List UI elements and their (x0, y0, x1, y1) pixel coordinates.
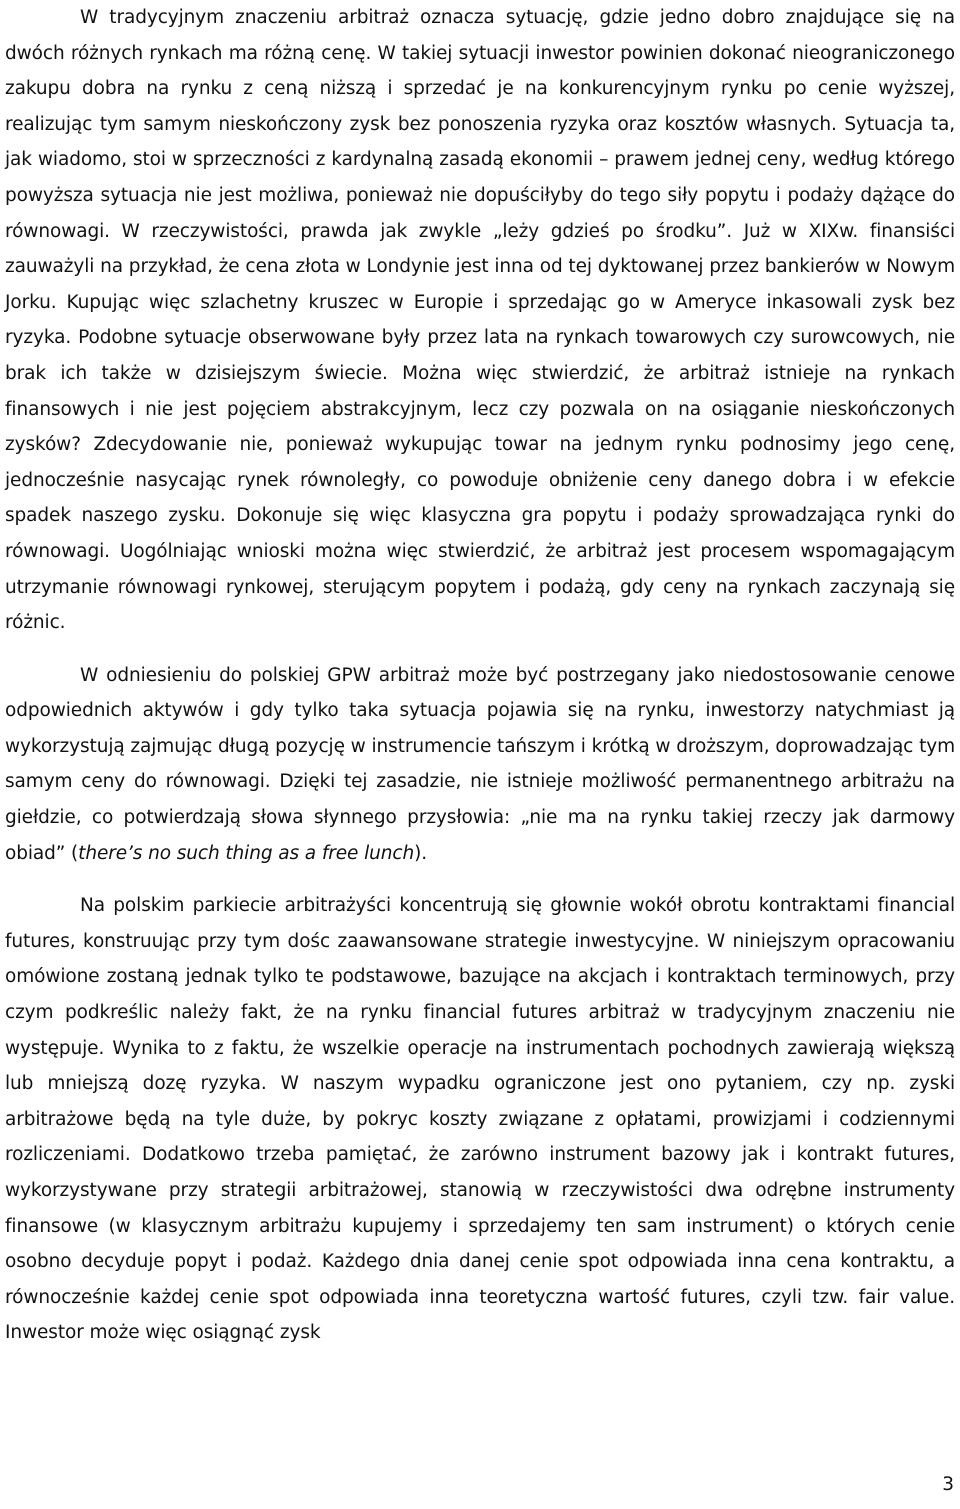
paragraph-2-text: W odniesieniu do polskiej GPW arbitraż może być postrzegany jako niedostosowanie cenowe odpowiednich aktywów i gdy tylko taka sytuacja pojawia się na rynku, inwestorzy natychmiast ją wykorzystują zajmując długą pozycję w instrumencie tańszym i krótką w droższym, doprowadzając tym samym ceny do równowagi. Dzięki tej zasadzie, nie istnieje możliwość permanentnego arbitrażu na giełdzie, co potwierdzają słowa słynnego przysłowia: „nie ma na rynku takiej rzeczy jak darmowy obiad” ( (5, 664, 955, 864)
paragraph-1-text: W tradycyjnym znaczeniu arbitraż oznacza sytuację, gdzie jedno dobro znajdujące się na dwóch różnych rynkach ma różną cenę. W takiej sytuacji inwestor powinien dokonać nieograniczonego zakupu dobra na rynku z ceną niższą i sprzedać je na konkurencyjnym rynku po cenie wyższej, realizując tym samym nieskończony zysk bez ponoszenia ryzyka oraz kosztów własnych. Sytuacja ta, jak wiadomo, stoi w sprzeczności z kardynalną zasadą ekonomii – prawem jednej ceny, według którego powyższa sytuacja nie jest możliwa, ponieważ nie dopuściłyby do tego siły popytu i podaży dążące do równowagi. W rzeczywistości, prawda jak zwykle „leży gdzieś po środku”. Już w XIXw. finansiści zauważyli na przykład, że cena złota w Londynie jest inna od tej dyktowanej przez bankierów w Nowym Jorku. Kupując więc szlachetny kruszec w Europie i sprzedając go w Ameryce inkasowali zysk bez ryzyka. Podobne sytuacje obserwowane były przez lata na rynkach towarowych czy surowcowych, nie brak ich także w dzisiejszym świecie. Można więc stwierdzić, że arbitraż istnieje na rynkach finansowych i nie jest pojęciem abstrakcyjnym, lecz czy pozwala on na osiąganie nieskończonych zysków? Zdecydowanie nie, ponieważ wykupując towar na jednym rynku podnosimy jego cenę, jednocześnie nasycając rynek równoległy, co powoduje obniżenie ceny danego dobra i w efekcie spadek naszego zysku. Dokonuje się więc klasyczna gra popytu i podaży sprowadzająca rynki do równowagi. Uogólniając wnioski można więc stwierdzić, że arbitraż jest procesem wspomagającym utrzymanie równowagi rynkowej, sterującym popytem i podażą, gdy ceny na rynkach zaczynają się różnic. (5, 7, 955, 634)
paragraph-arbitrage-definition (5, 0, 955, 641)
paragraph-3-text: Na polskim parkiecie arbitrażyści koncentrują się głownie wokół obrotu kontraktami financial futures, konstruując przy tym dośc zaawansowane strategie inwestycyjne. W niniejszym opracowaniu omówione zostaną jednak tylko te podstawowe, bazujące na akcjach i kontraktach terminowych, przy czym podkreślic należy fakt, że na rynku financial futures arbitraż w tradycyjnym znaczeniu nie występuje. Wynika to z faktu, że wszelkie operacje na instrumentach pochodnych zawierają większą lub mniejszą dozę ryzyka. W naszym wypadku ograniczone jest ono pytaniem, czy np. zyski arbitrażowe będą na tyle duże, by pokryc koszty związane z opłatami, prowizjami i codziennymi rozliczeniami. Dodatkowo trzeba pamiętać, że zarówno instrument bazowy jak i kontrakt futures, wykorzystywane przy strategii arbitrażowej, stanowią w rzeczywistości dwa odrębne instrumenty finansowe (w klasycznym arbitrażu kupujemy i sprzedajemy ten sam instrument) o których cenie osobno decyduje popyt i podaż. Każdego dnia danej cenie spot odpowiada inna cena kontraktu, a równocześnie każdej cenie spot odpowiada inna teoretyczna wartość futures, czyli tzw. fair value. Inwestor może więc osiągnąć zysk (5, 895, 955, 1344)
paragraph-2-english-quote: there’s no such thing as a free lunch (78, 842, 415, 864)
document-page (5, 0, 955, 1351)
page-number: 3 (942, 1474, 954, 1495)
paragraph-gpw-arbitrage (5, 658, 955, 872)
paragraph-polish-market (5, 888, 955, 1351)
paragraph-2-closing: ). (414, 842, 427, 864)
